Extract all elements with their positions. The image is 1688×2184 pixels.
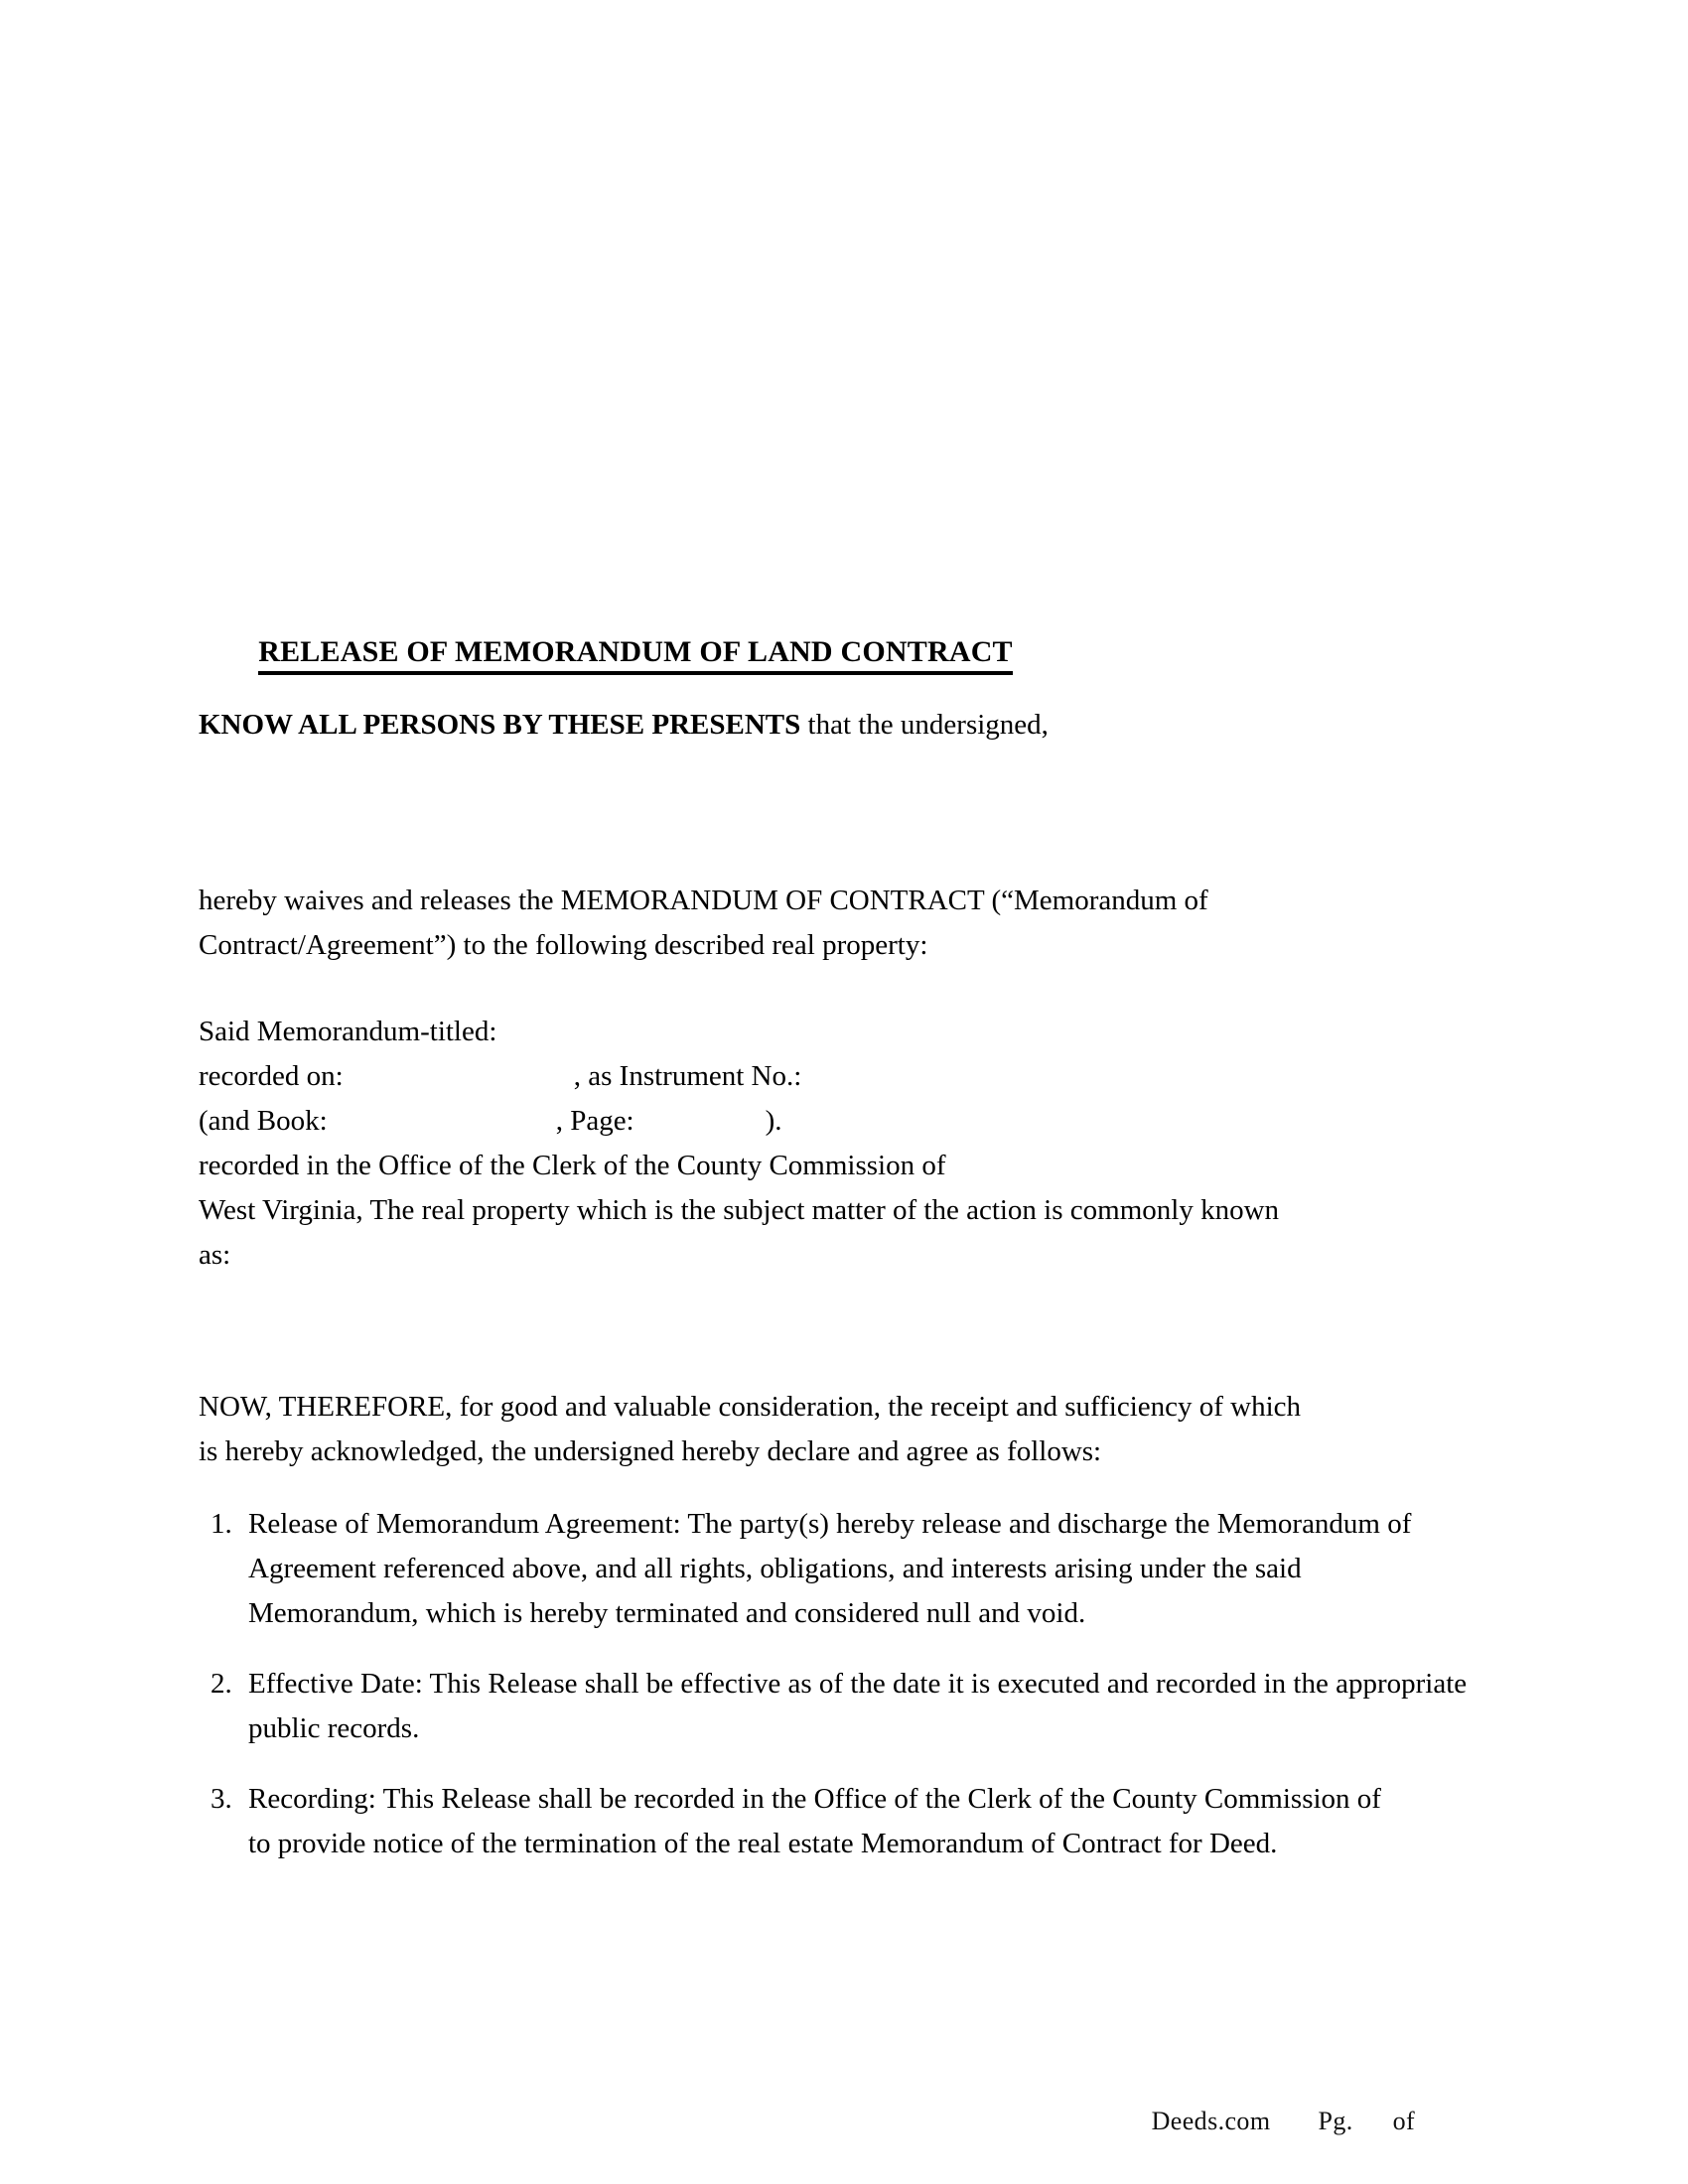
page-footer (1124, 2077, 1415, 2166)
waiver-line-1: hereby waives and releases the MEMORANDUM OF CONTRACT (“Memorandum of (199, 885, 1208, 916)
book-blank[interactable] (328, 1129, 556, 1130)
paragraph-know-all-persons (199, 703, 1470, 748)
now-therefore-line-2: is hereby acknowledged, the undersigned hereby declare and agree as follows: (199, 1435, 1102, 1467)
page-label: , Page: (555, 1105, 634, 1137)
list-item (199, 1662, 1470, 1751)
page-close-paren: ). (765, 1105, 782, 1137)
waiver-line-2: Contract/Agreement”) to the following described real property: (199, 929, 928, 961)
know-all-persons-rest: that the undersigned, (800, 709, 1049, 741)
recorded-office-line: recorded in the Office of the Clerk of the County Commission of (199, 1150, 946, 1181)
page-title-text: RELEASE OF MEMORANDUM OF LAND CONTRACT (258, 635, 1013, 675)
know-all-persons-lead: KNOW ALL PERSONS BY THESE PRESENTS (199, 709, 801, 741)
clause-number: 2. (211, 1668, 232, 1700)
paragraph-now-therefore (199, 1385, 1470, 1474)
clause-number: 1. (211, 1508, 232, 1540)
footer-brand: Deeds.com (1151, 2107, 1271, 2135)
state-property-line: West Virginia, The real property which is the subject matter of the action is commonly known (199, 1194, 1280, 1226)
recorded-on-label: recorded on: (199, 1060, 344, 1092)
clause-text-line-2: to provide notice of the termination of the real estate Memorandum of Contract for Deed. (248, 1828, 1278, 1859)
instrument-no-label: , as Instrument No.: (573, 1060, 802, 1092)
page-blank[interactable] (634, 1129, 766, 1130)
now-therefore-line-1: NOW, THEREFORE, for good and valuable consideration, the receipt and sufficiency of which (199, 1391, 1302, 1423)
clause-text: Effective Date: This Release shall be effective as of the date it is executed and recorded in the appropriate public records. (248, 1668, 1468, 1744)
clause-text: Release of Memorandum Agreement: The party(s) hereby release and discharge the Memorandum of Agreement referenced above, and all rights, obligations, and interests arising under the said Memorandum, which is hereby terminated and considered null and void. (248, 1508, 1412, 1629)
said-memorandum-line: Said Memorandum-titled: (199, 1016, 497, 1047)
page-title (0, 635, 1271, 675)
clause-text-line-1: Recording: This Release shall be recorded in the Office of the Clerk of the County Commission of (248, 1783, 1381, 1815)
book-label: (and Book: (199, 1105, 328, 1137)
paragraph-recital (199, 1010, 1470, 1278)
footer-of-label: of (1392, 2107, 1416, 2135)
clause-number: 3. (211, 1783, 232, 1815)
known-as-line: as: (199, 1239, 231, 1271)
paragraph-waiver (199, 879, 1470, 968)
clause-list (199, 1502, 1470, 1892)
footer-page-label: Pg. (1318, 2107, 1353, 2135)
list-item (199, 1777, 1470, 1866)
list-item (199, 1502, 1470, 1636)
recorded-on-line (199, 1054, 1470, 1099)
book-page-line (199, 1099, 1470, 1144)
recorded-on-blank[interactable] (344, 1084, 574, 1085)
